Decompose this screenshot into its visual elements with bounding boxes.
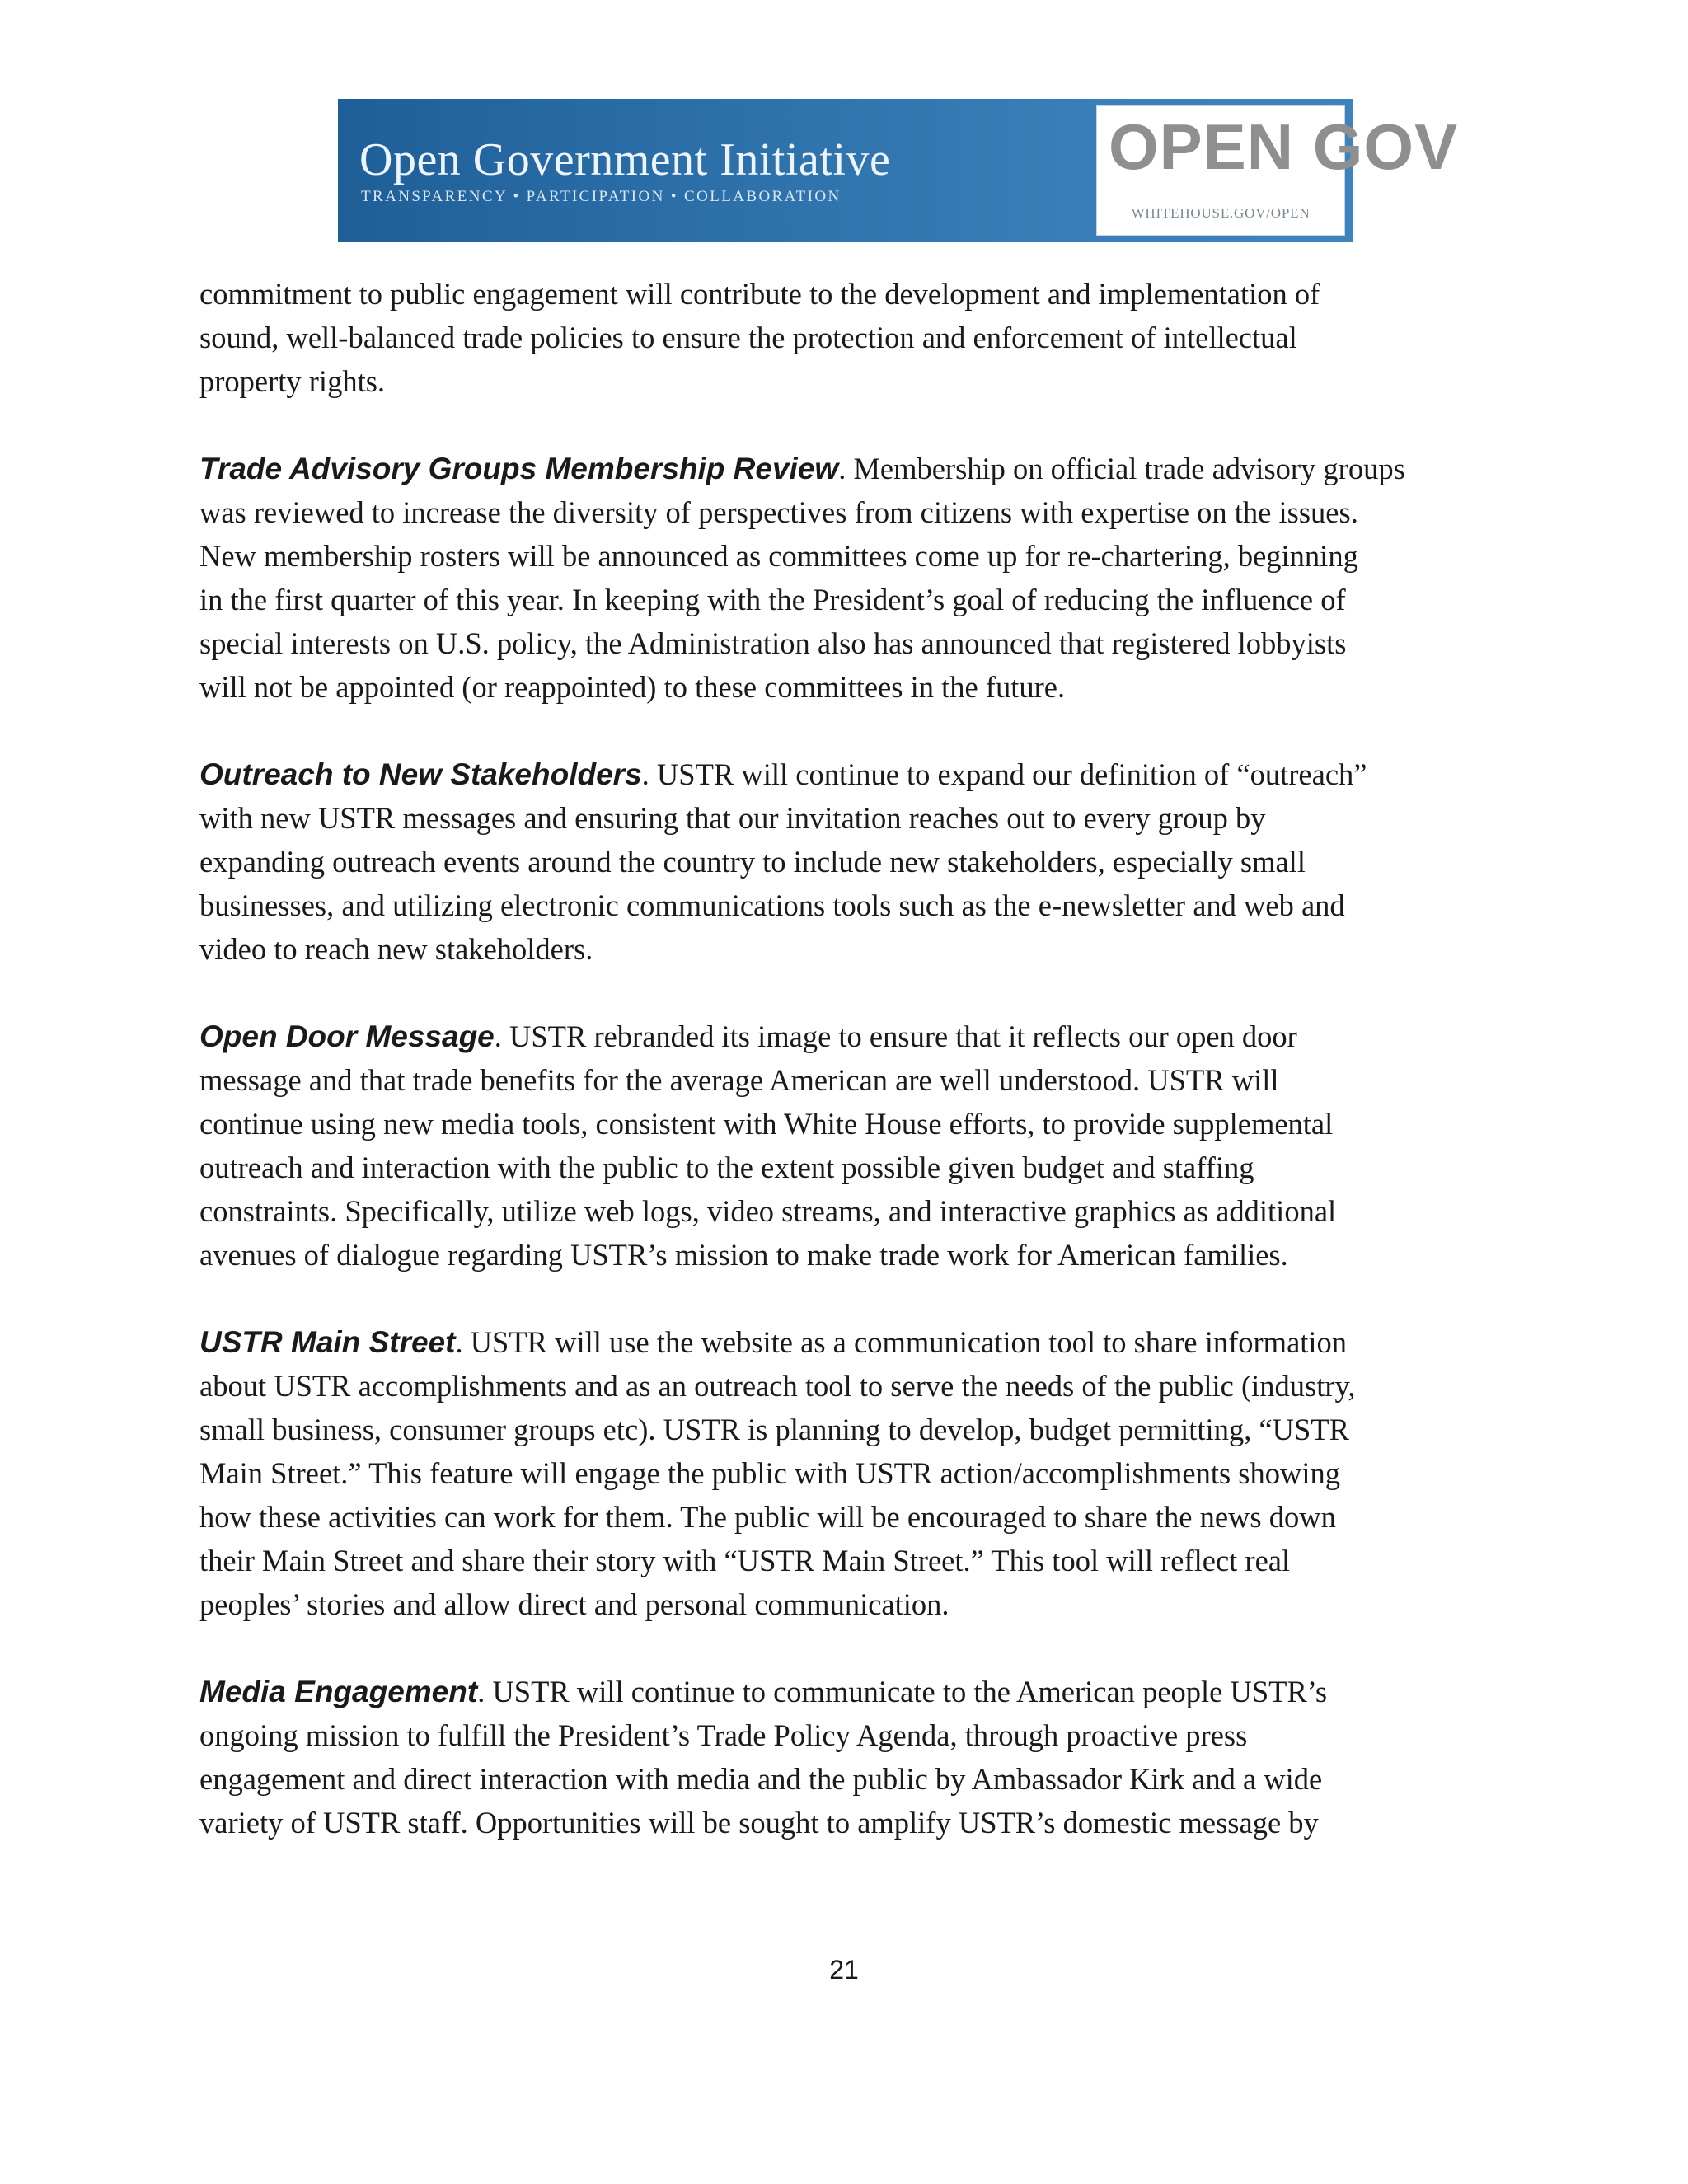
text-line: engagement and direct interaction with media and the public by Ambassador Kirk and a wide (199, 1762, 1323, 1796)
paragraph-open-door (199, 1015, 1502, 1277)
text-line: message and that trade benefits for the average American are well understood. USTR will (199, 1063, 1279, 1097)
section-heading: Trade Advisory Groups Membership Review (199, 452, 839, 485)
open-gov-logo (1096, 105, 1459, 236)
logo-url: WHITEHOUSE.GOV/OPEN (1131, 205, 1311, 221)
text-run: . USTR will use the website as a communication tool to share information (455, 1325, 1348, 1359)
section-heading: Outreach to New Stakeholders (199, 757, 642, 791)
text-line: outreach and interaction with the public to the extent possible given budget and staffing (199, 1151, 1254, 1184)
paragraph-outreach (199, 752, 1502, 971)
text-line: will not be appointed (or reappointed) to these committees in the future. (199, 670, 1066, 704)
text-line: how these activities can work for them. The public will be encouraged to share the news down (199, 1500, 1336, 1534)
logo-wordmark: OPEN GOV (1109, 110, 1459, 183)
text-line: sound, well-balanced trade policies to ensure the protection and enforcement of intellectual (199, 321, 1297, 354)
document-body (199, 272, 1502, 1888)
text-line: constraints. Specifically, utilize web logs, video streams, and interactive graphics as additional (199, 1194, 1337, 1228)
section-heading: USTR Main Street (199, 1325, 456, 1359)
text-line: variety of USTR staff. Opportunities will be sought to amplify USTR’s domestic message by (199, 1806, 1319, 1840)
text-line: video to reach new stakeholders. (199, 932, 593, 966)
text-line: property rights. (199, 364, 386, 398)
text-line (199, 1320, 1502, 1364)
text-line (199, 752, 1502, 796)
text-line: was reviewed to increase the diversity of perspectives from citizens with expertise on the issues. (199, 495, 1358, 529)
text-run: . USTR will continue to expand our definition of “outreach” (641, 757, 1367, 791)
text-line: businesses, and utilizing electronic communications tools such as the e-newsletter and web and (199, 888, 1345, 922)
text-run: . USTR will continue to communicate to the American people USTR’s (477, 1675, 1328, 1708)
section-heading: Media Engagement (199, 1675, 478, 1708)
paragraph-main-street (199, 1320, 1502, 1626)
text-line (199, 1670, 1502, 1713)
paragraph-media-engagement (199, 1670, 1502, 1844)
text-line: special interests on U.S. policy, the Administration also has announced that registered lobbyists (199, 626, 1347, 660)
paragraph-continuation (199, 272, 1502, 403)
text-line: small business, consumer groups etc). USTR is planning to develop, budget permitting, “USTR (199, 1413, 1349, 1446)
text-line: Main Street.” This feature will engage the public with USTR action/accomplishments showing (199, 1456, 1341, 1490)
text-line: peoples’ stories and allow direct and personal communication. (199, 1587, 950, 1621)
banner-subtitle: TRANSPARENCY • PARTICIPATION • COLLABORATION (361, 188, 842, 205)
text-line: with new USTR messages and ensuring that our invitation reaches out to every group by (199, 801, 1266, 835)
banner-title: Open Government Initiative (359, 134, 891, 185)
page-number: 21 (829, 1955, 859, 1985)
text-run: . USTR rebranded its image to ensure that it reflects our open door (494, 1019, 1297, 1053)
text-line: New membership rosters will be announced as committees come up for re-chartering, beginning (199, 539, 1358, 573)
paragraph-trade-advisory (199, 447, 1502, 709)
text-line: continue using new media tools, consistent with White House efforts, to provide supplemental (199, 1107, 1334, 1141)
section-heading: Open Door Message (199, 1019, 495, 1053)
text-line: about USTR accomplishments and as an outreach tool to serve the needs of the public (industry, (199, 1369, 1356, 1403)
text-line (199, 1015, 1502, 1058)
text-run: . Membership on official trade advisory groups (838, 452, 1405, 485)
text-line: expanding outreach events around the country to include new stakeholders, especially small (199, 845, 1306, 879)
text-line: commitment to public engagement will contribute to the development and implementation of (199, 277, 1320, 311)
text-line: ongoing mission to fulfill the President’s Trade Policy Agenda, through proactive press (199, 1718, 1248, 1752)
text-line: in the first quarter of this year. In keeping with the President’s goal of reducing the influence of (199, 583, 1346, 616)
text-line (199, 447, 1502, 490)
text-line: their Main Street and share their story with “USTR Main Street.” This tool will reflect real (199, 1544, 1291, 1577)
text-line: avenues of dialogue regarding USTR’s mission to make trade work for American families. (199, 1238, 1288, 1272)
open-government-banner (338, 99, 1459, 242)
